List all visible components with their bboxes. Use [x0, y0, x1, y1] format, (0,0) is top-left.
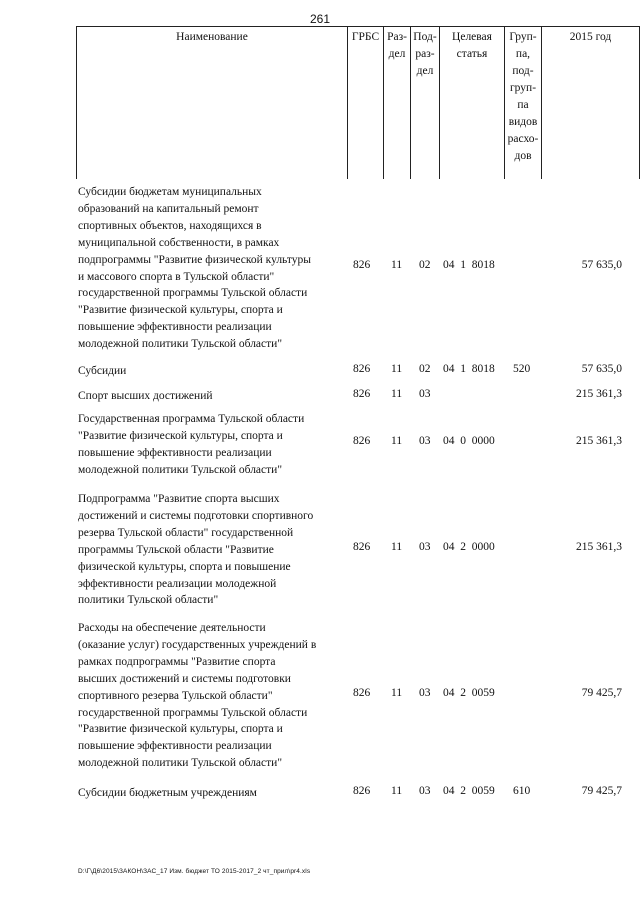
row-name: Спорт высших достижений: [78, 390, 213, 402]
header-grbs: ГРБС: [348, 27, 384, 179]
table-header: [76, 26, 640, 179]
row-name: Субсидии бюджетным учреждениям: [78, 787, 257, 799]
row-grbs: 826: [353, 687, 371, 699]
row-cs: 04 2 0000: [443, 541, 495, 553]
row-amount: 57 635,0: [581, 259, 622, 271]
row-podrazdel: 02: [419, 363, 431, 375]
row-podrazdel: 03: [419, 687, 431, 699]
row-amount: 57 635,0: [581, 363, 622, 375]
row-name: Субсидии бюджетам муниципальных образований на капитальный ремонт спортивных объектов, находящихся в муниципальной собственности, в рамках подпрограммы "Развитие физической культуры и массового спорта в Тульской области" государственной программы Тульской области "Развитие физической культуры, спорта и повышение эффективности реализации молодежной политики Тульской области": [78, 186, 311, 351]
row-grbs: 826: [353, 785, 371, 797]
row-cs: 04 2 0059: [443, 785, 495, 797]
row-vr: 610: [513, 785, 531, 797]
row-amount: 215 361,3: [576, 435, 622, 447]
row-grbs: 826: [353, 541, 371, 553]
row-podrazdel: 03: [419, 785, 431, 797]
row-vr: 520: [513, 363, 531, 375]
row-razdel: 11: [391, 435, 403, 447]
row-name: Государственная программа Тульской области "Развитие физической культуры, спорта и повышение эффективности реализации молодежной политики Тульской области": [78, 413, 305, 476]
row-podrazdel: 03: [419, 388, 431, 400]
header-razdel: Раз- дел: [384, 27, 411, 179]
row-grbs: 826: [353, 363, 371, 375]
page-number: 261: [309, 12, 331, 26]
row-name: Подпрограмма "Развитие спорта высших достижений и системы подготовки спортивного резерва Тульской области" государственной программы Тульской области "Развитие физической культуры, спорта и повышение эффективности реализации молодежной политики Тульской области": [78, 493, 314, 607]
row-podrazdel: 03: [419, 541, 431, 553]
row-amount: 79 425,7: [581, 785, 622, 797]
header-celevaya: Целевая статья: [440, 27, 505, 179]
row-razdel: 11: [391, 687, 403, 699]
row-podrazdel: 02: [419, 259, 431, 271]
row-cs: 04 1 8018: [443, 259, 495, 271]
row-razdel: 11: [391, 363, 403, 375]
row-cs: 04 2 0059: [443, 687, 495, 699]
row-grbs: 826: [353, 388, 371, 400]
file-path-footer: D:\Г\Д6\2015\ЗАКОН\ЗАС_17 Изм. бюджет ТО 2015-2017_2 чт_прил\pr4.xls: [78, 868, 311, 875]
row-name: Расходы на обеспечение деятельности (оказание услуг) государственных учреждений в рамках подпрограммы "Развитие спорта высших достижений и системы подготовки спортивного резерва Тульской области" государственной программы Тульской области "Развитие физической культуры, спорта и повышение эффективности реализации молодежной политики Тульской области": [78, 622, 317, 770]
row-cs: 04 1 8018: [443, 363, 495, 375]
header-year: 2015 год: [569, 31, 612, 43]
row-razdel: 11: [391, 541, 403, 553]
header-podrazdel: Под- раз- дел: [411, 27, 440, 179]
row-razdel: 11: [391, 259, 403, 271]
row-podrazdel: 03: [419, 435, 431, 447]
row-grbs: 826: [353, 259, 371, 271]
row-amount: 215 361,3: [576, 541, 622, 553]
row-razdel: 11: [391, 785, 403, 797]
row-name: Субсидии: [78, 365, 127, 377]
row-razdel: 11: [391, 388, 403, 400]
row-amount: 79 425,7: [581, 687, 622, 699]
header-name: Наименование: [77, 27, 348, 179]
header-gruppa: Груп- па, под- груп- па видов расхо- дов: [505, 27, 542, 179]
row-amount: 215 361,3: [576, 388, 622, 400]
row-cs: 04 0 0000: [443, 435, 495, 447]
row-grbs: 826: [353, 435, 371, 447]
